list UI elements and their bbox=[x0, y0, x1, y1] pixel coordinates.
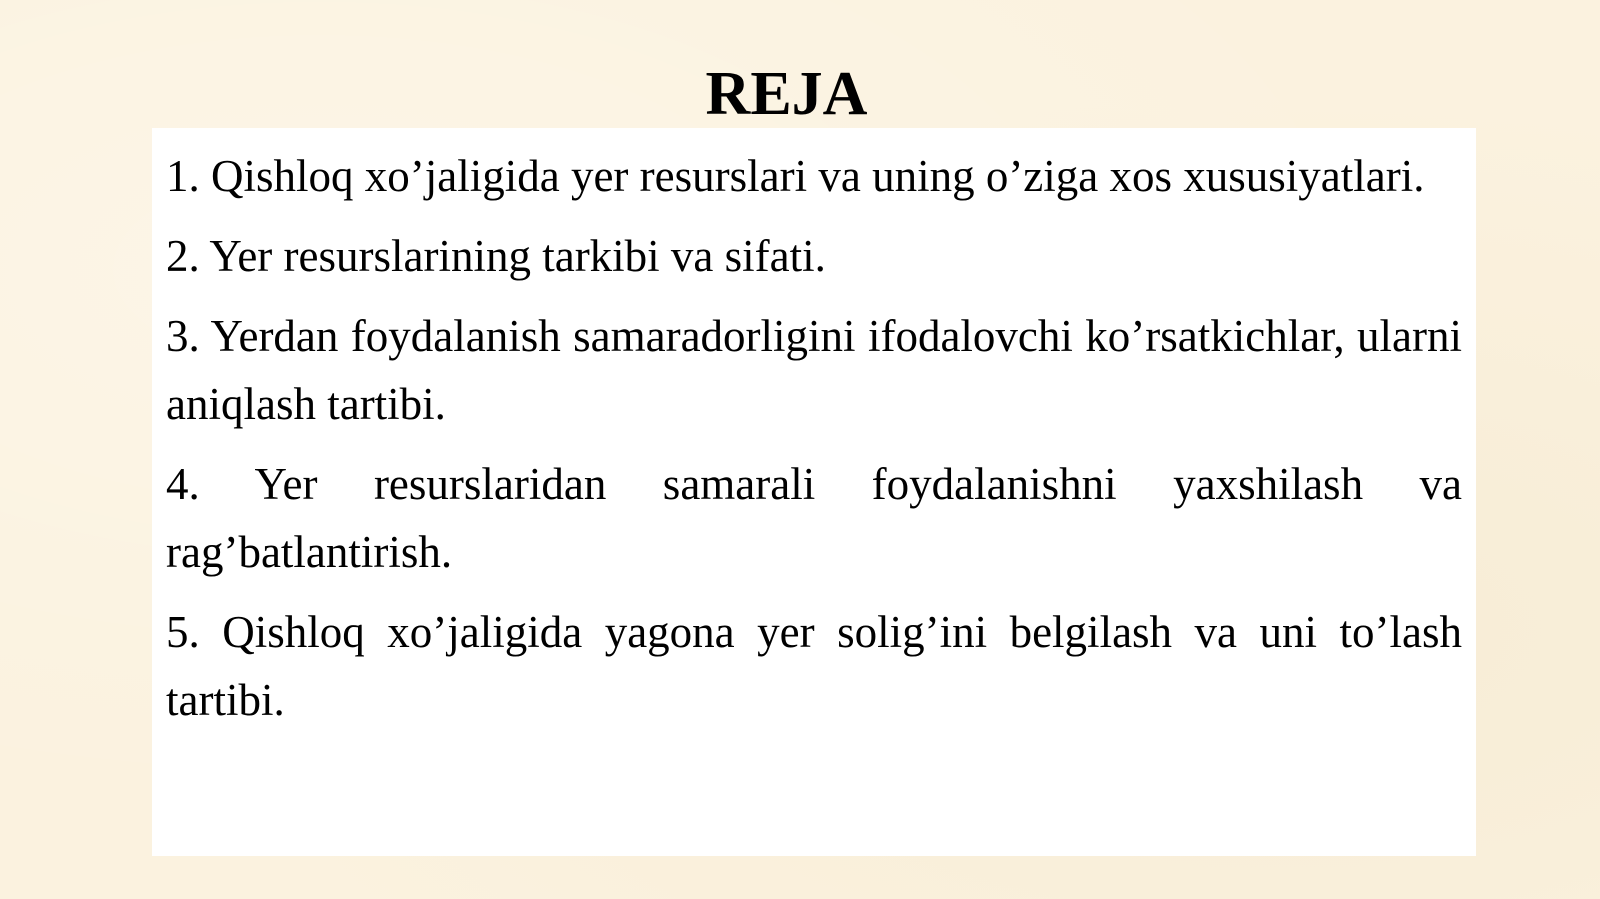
plan-item-2: 2. Yer resurslarining tarkibi va sifati. bbox=[166, 231, 826, 281]
plan-item-3: 3. Yerdan foydalanish samaradorligini ifodalovchi ko’rsatkichlar, ularni aniqlash tartibi. bbox=[166, 311, 1462, 429]
plan-item-4: 4. Yer resurslaridan samarali foydalanishni yaxshilash va rag’batlantirish. bbox=[166, 459, 1462, 577]
slide-title: REJA bbox=[705, 60, 868, 128]
plan-item-1: 1. Qishloq xo’jaligida yer resurslari va uning o’ziga xos xususiyatlari. bbox=[166, 151, 1425, 201]
content-box bbox=[152, 128, 1476, 856]
plan-item-5: 5. Qishloq xo’jaligida yagona yer solig’ini belgilash va uni to’lash tartibi. bbox=[166, 607, 1462, 725]
plan-list bbox=[166, 142, 1462, 734]
